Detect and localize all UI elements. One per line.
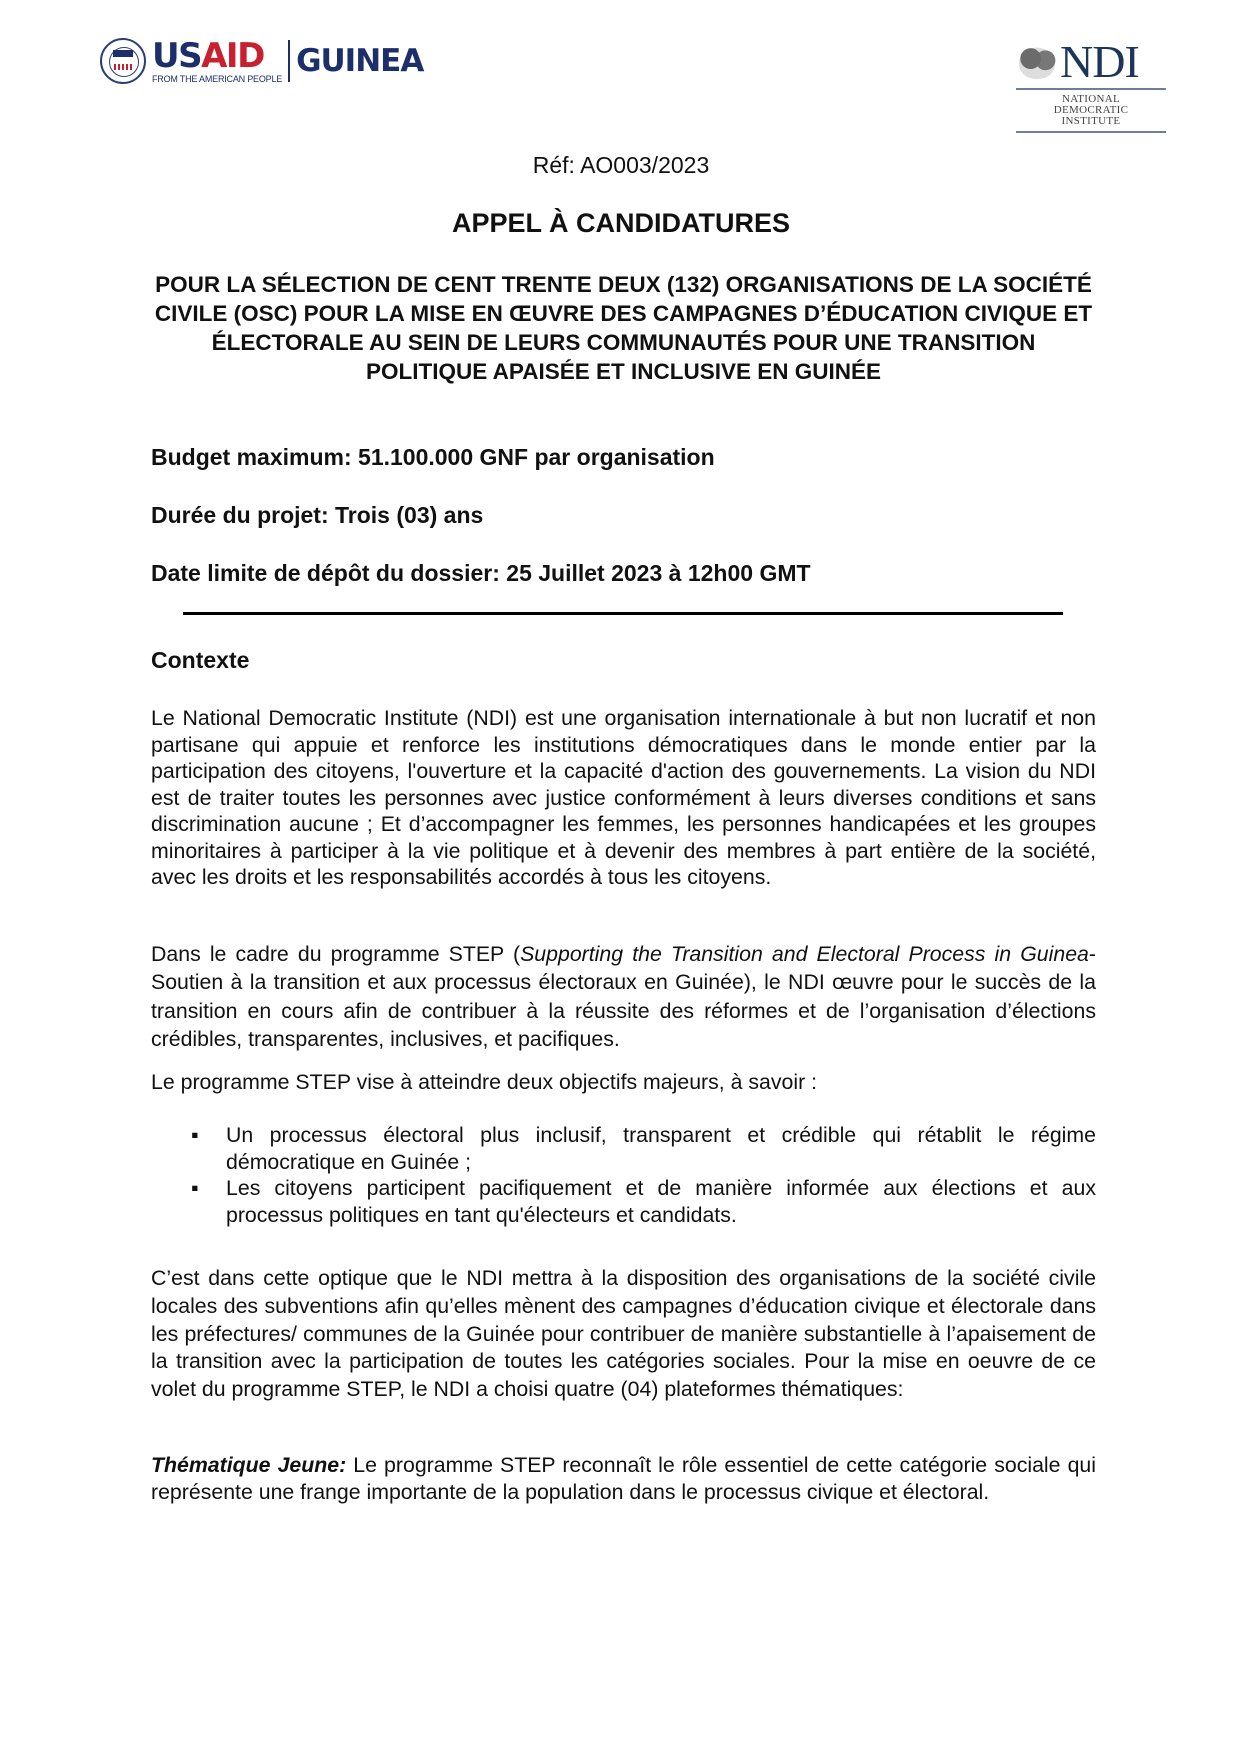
usaid-country: GUINEA	[296, 43, 424, 79]
objectives-list	[151, 1122, 1096, 1228]
ndi-logo	[1016, 36, 1166, 137]
document-title: APPEL À CANDIDATURES	[451, 208, 791, 238]
bullet-icon: ▪	[191, 1176, 199, 1200]
usaid-tagline: FROM THE AMERICAN PEOPLE	[152, 73, 283, 84]
paragraph-ndi-intro: Le National Democratic Institute (NDI) est une organisation internationale à but non lucratif et non partisane qui appuie et renforce les institutions démocratiques dans le monde entier par la participation des citoyens, l'ouverture et la capacité d'action des gouvernements. La vision du NDI est de traiter toutes les personnes avec justice conformément à leurs diverses conditions et sans discrimination aucune ; Et d’accompagner les femmes, les personnes handicapées et les groupes minoritaires à participer à la vie politique et à devenir des membres à part entière de la société, avec les droits et les responsabilités accordés à tous les citoyens.	[151, 706, 1096, 889]
globe-icon	[1016, 45, 1058, 79]
section-heading-contexte: Contexte	[151, 647, 250, 673]
paragraph-step-program: Dans le cadre du programme STEP (Supporting the Transition and Electoral Process in Guinea-Soutien à la transition et aux processus électoraux en Guinée), le NDI œuvre pour le succès de la transition en cours afin de contribuer à la réussite des réformes et de l’organisation d’élections crédibles, transparentes, inclusives, et pacifiques.	[151, 942, 1096, 1051]
logo-separator	[288, 40, 290, 82]
reference-number: Réf: AO003/2023	[532, 152, 710, 178]
list-item: ▪ Un processus électoral plus inclusif, transparent et crédible qui rétablit le régime démocratique en Guinée ;	[191, 1123, 1096, 1174]
document-subtitle: POUR LA SÉLECTION DE CENT TRENTE DEUX (132) ORGANISATIONS DE LA SOCIÉTÉ CIVILE (OSC) POUR LA MISE EN ŒUVRE DES CAMPAGNES D’ÉDUCATION CIVIQUE ET ÉLECTORALE AU SEIN DE LEURS COMMUNAUTÉS POUR UNE TRANSITION POLITIQUE APAISÉE ET INCLUSIVE EN GUINÉE	[154, 272, 1093, 384]
duration-line: Durée du projet: Trois (03) ans	[151, 502, 484, 528]
paragraph-thematique-jeune: Thématique Jeune: Le programme STEP reconnaît le rôle essentiel de cette catégorie sociale qui représente une frange importante de la population dans le processus civique et électoral.	[151, 1453, 1096, 1504]
program-name-italic: Supporting the Transition and Electoral Process in Guinea	[520, 942, 1089, 966]
ndi-rule	[1016, 88, 1166, 90]
usaid-guinea-logo	[100, 35, 424, 84]
ndi-line-2: DEMOCRATIC	[1053, 104, 1129, 116]
usaid-wordmark: USAID	[152, 35, 264, 76]
ndi-line-3: INSTITUTE	[1061, 115, 1121, 127]
bullet-icon: ▪	[191, 1123, 199, 1147]
paragraph-grants: C’est dans cette optique que le NDI mettra à la disposition des organisations de la société civile locales des subventions afin qu’elles mènent des campagnes d’éducation civique et électorale dans les préfectures/ communes de la Guinée pour contribuer de manière substantielle à l’apaisement de la transition avec la participation de toutes les catégories sociales. Pour la mise en oeuvre de ce volet du programme STEP, le NDI a choisi quatre (04) plateformes thématiques:	[151, 1266, 1096, 1402]
list-item: ▪ Les citoyens participent pacifiquement et de manière informée aux élections et aux processus politiques en tant qu'électeurs et candidats.	[191, 1176, 1096, 1227]
thematic-label: Thématique Jeune:	[151, 1453, 347, 1477]
paragraph-objectives-intro: Le programme STEP vise à atteindre deux objectifs majeurs, à savoir :	[151, 1070, 818, 1094]
ndi-line-1: NATIONAL	[1061, 93, 1120, 105]
section-divider	[183, 612, 1063, 615]
deadline-line: Date limite de dépôt du dossier: 25 Juillet 2023 à 12h00 GMT	[151, 560, 811, 586]
budget-line: Budget maximum: 51.100.000 GNF par organisation	[151, 444, 715, 470]
ndi-wordmark: NDI	[1060, 36, 1139, 87]
usaid-seal-icon	[100, 38, 146, 84]
ndi-rule-bottom	[1016, 131, 1166, 133]
